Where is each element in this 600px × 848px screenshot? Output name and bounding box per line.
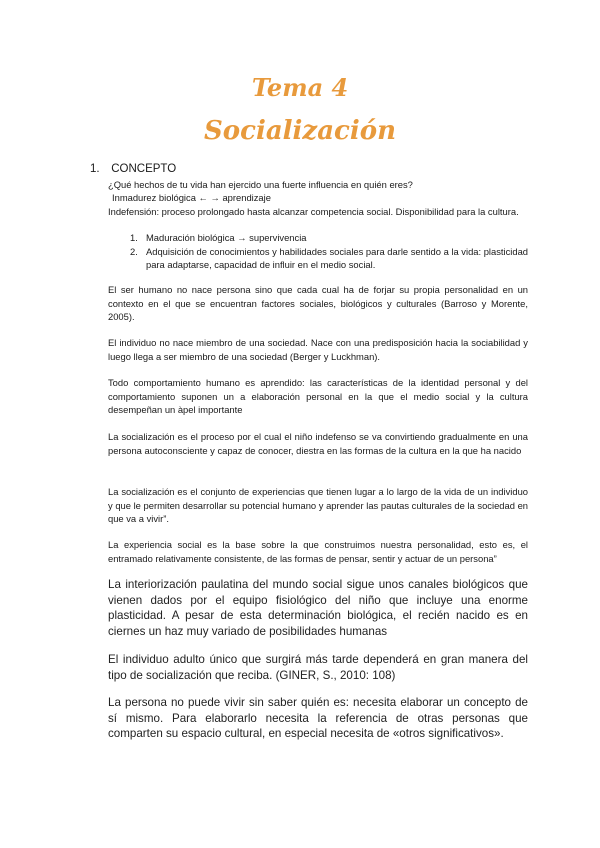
- paragraph-large: La persona no puede vivir sin saber quién es: necesita elaborar un concepto de sí mismo. Para elaborarlo necesita la referencia de otras personas que comparten su espacio cultural, en especial necesita de «otros significativos».: [108, 696, 528, 741]
- paragraph-large: El individuo adulto único que surgirá más tarde dependerá en gran manera del tipo de socialización que reciba. (GINER, S., 2010: 108): [108, 653, 528, 682]
- paragraph: Todo comportamiento humano es aprendido: las características de la identidad personal y del comportamiento suponen un a elaboración personal en la que el medio social y la cultura desempeñan un àpel importante: [108, 377, 528, 416]
- paragraph: El ser humano no nace persona sino que cada cual ha de forjar su propia personalidad en un contexto en el que se encuentran factores sociales, biológicos y culturales (Barroso y Morente, 2005).: [108, 284, 528, 323]
- paragraph: La experiencia social es la base sobre la que construimos nuestra personalidad, esto es, el entramado relativamente consistente, de las formas de pensar, sentir y actuar de un persona”: [108, 539, 528, 564]
- intro-immaturity: Inmadurez biológica ← → aprendizaje: [112, 192, 271, 203]
- list-item: [130, 231, 528, 245]
- topic-subtitle: Socialización: [204, 116, 396, 146]
- section-title: CONCEPTO: [111, 163, 177, 175]
- list-item-number: 1.: [130, 232, 138, 243]
- intro-indefension: Indefensión: proceso prolongado hasta alcanzar competencia social. Disponibilidad para la cultura.: [108, 206, 519, 217]
- intro-question: ¿Qué hechos de tu vida han ejercido una fuerte influencia en quién eres?: [108, 179, 413, 190]
- section-number: 1.: [90, 163, 100, 175]
- numbered-list: [130, 231, 528, 272]
- list-item: [130, 245, 528, 272]
- list-item-number: 2.: [130, 245, 138, 257]
- paragraph-large: La interiorización paulatina del mundo social sigue unos canales biológicos que vienen dados por el equipo fisiológico del niño que incluye una enorme plasticidad. A pesar de esta determinación biológica, el recién nacido es en ciernes un haz muy variado de posibilidades humanas: [108, 578, 528, 638]
- topic-title: Tema 4: [251, 73, 349, 102]
- list-item-text: Maduración biológica → supervivencia: [146, 232, 307, 243]
- paragraph: La socialización es el proceso por el cual el niño indefenso se va convirtiendo gradualmente en una persona autoconsciente y capaz de conocer, diestra en las formas de la cultura en la que ha nacido: [108, 431, 528, 456]
- section-heading: [90, 163, 176, 175]
- list-item-text: Adquisición de conocimientos y habilidades sociales para darle sentido a la vida: plasticidad para adaptarse, capacidad de influir en el medio social.: [146, 245, 528, 271]
- paragraph: El individuo no nace miembro de una sociedad. Nace con una predisposición hacia la sociabilidad y luego llega a ser miembro de una sociedad (Berger y Luckhman).: [108, 337, 528, 362]
- paragraph: La socialización es el conjunto de experiencias que tienen lugar a lo largo de la vida de un individuo y que le permiten desarrollar su potencial humano y aprender las pautas culturales de la sociedad en que va a vivir”.: [108, 486, 528, 525]
